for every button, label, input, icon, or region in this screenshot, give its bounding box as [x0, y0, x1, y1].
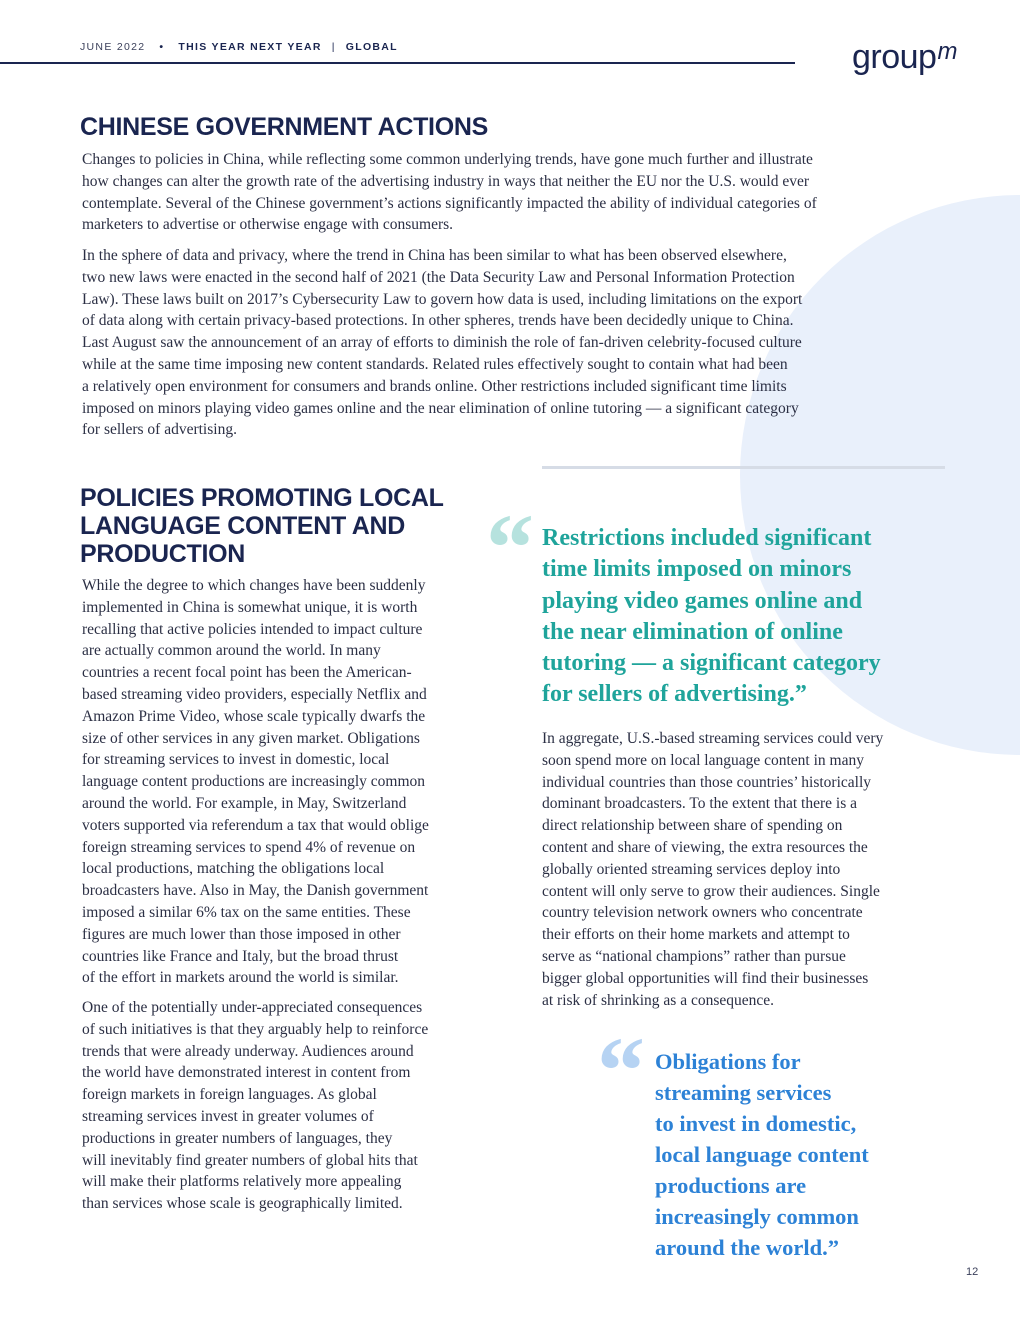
page-header [80, 40, 398, 54]
pull-quote-divider [542, 466, 945, 469]
text-line: at risk of shrinking as a consequence. [542, 991, 775, 1009]
text-line: direct relationship between share of spending on [542, 817, 843, 835]
text-line: In the sphere of data and privacy, where the trend in China has been similar to what has been observed elsewhere, [82, 247, 787, 264]
quote-line: Obligations for [655, 1049, 801, 1074]
heading-line: LANGUAGE CONTENT AND [80, 512, 406, 540]
text-line: two new laws were enacted in the second half of 2021 (the Data Security Law and Personal Information Protection [82, 268, 795, 286]
paragraph-local-content-policies [82, 575, 429, 989]
text-line: based streaming video providers, especially Netflix and [82, 685, 427, 703]
text-line: One of the potentially under-appreciated consequences [82, 999, 423, 1016]
text-line: individual countries than those countries’ historically [542, 773, 872, 791]
text-line: than services whose scale is geographically limited. [82, 1195, 403, 1213]
quote-line: local language content [655, 1142, 869, 1167]
logo-mark: m [937, 38, 957, 65]
header-pipe: | [331, 41, 336, 53]
quote-line: productions are [655, 1173, 807, 1198]
paragraph-aggregate-streaming [542, 728, 883, 1011]
page-number: 12 [966, 1266, 979, 1278]
text-line: voters supported via referendum a tax that would oblige [82, 816, 429, 834]
quote-line: for sellers of advertising.” [542, 681, 807, 708]
text-line: Law). These laws built on 2017’s Cybersecurity Law to govern how data is used, including limitations on the export [82, 290, 803, 308]
text-line: their efforts on their home markets and attempt to [542, 926, 850, 944]
text-line: In aggregate, U.S.-based streaming services could very [542, 730, 884, 747]
text-line: productions in greater numbers of languages, they [82, 1129, 393, 1147]
text-line: Amazon Prime Video, whose scale typically dwarfs the [82, 707, 426, 725]
text-line: language content productions are increasingly common [82, 773, 426, 791]
quote-line: tutoring — a significant category [542, 650, 881, 677]
paragraph-under-appreciated-consequences [82, 997, 428, 1215]
text-line: imposed on minors playing video games online and the near elimination of online tutoring — a significant category [82, 399, 799, 417]
text-line: of data along with certain privacy-based protections. In other spheres, trends have been decidedly unique to China. [82, 312, 794, 330]
text-line: a relatively open environment for consumers and brands online. Other restrictions included significant time limits [82, 377, 787, 395]
text-line: globally oriented streaming services deploy into [542, 860, 841, 878]
heading-line: POLICIES PROMOTING LOCAL [80, 484, 444, 512]
text-line: are actually common around the world. In many [82, 642, 381, 660]
quote-line: playing video games online and [542, 587, 863, 614]
text-line: size of other services in any given market. Obligations [82, 729, 420, 747]
text-line: trends that were already underway. Audiences around [82, 1042, 414, 1060]
text-line: how changes can alter the growth rate of the advertising industry in ways that neither the EU nor the U.S. would ever [82, 172, 810, 190]
text-line: for streaming services to invest in domestic, local [82, 751, 390, 769]
paragraph-data-privacy [82, 245, 802, 441]
text-line: countries a recent focal point has been the American- [82, 664, 412, 682]
header-bullet: • [159, 41, 165, 53]
text-line: Last August saw the announcement of an array of efforts to diminish the role of fan-driven celebrity-focused culture [82, 334, 802, 352]
header-region: GLOBAL [345, 41, 398, 53]
paragraph-chinese-intro [82, 149, 817, 236]
quote-line: time limits imposed on minors [542, 556, 852, 583]
text-line: for sellers of advertising. [82, 421, 237, 439]
quote-line: Restrictions included significant [542, 525, 872, 551]
quote-line: increasingly common [655, 1204, 859, 1229]
text-line: while at the same time imposing new content standards. Related rules effectively sought to contain what had been [82, 355, 788, 373]
quote-line: around the world.” [655, 1235, 839, 1260]
text-line: recalling that active policies intended to impact culture [82, 620, 423, 638]
text-line: will make their platforms relatively more appealing [82, 1173, 402, 1191]
quote-line: the near elimination of online [542, 618, 843, 645]
header-date: JUNE 2022 [80, 41, 146, 53]
text-line: content and share of viewing, the extra resources the [542, 838, 868, 856]
text-line: dominant broadcasters. To the extent that there is a [542, 795, 857, 813]
text-line: around the world. For example, in May, Switzerland [82, 794, 407, 812]
header-publication: THIS YEAR NEXT YEAR [178, 41, 322, 53]
text-line: implemented in China is somewhat unique, it is worth [82, 598, 418, 616]
logo-text: group [852, 38, 937, 76]
section-heading-policies-local-content [80, 484, 480, 568]
quote-mark-icon: “ [597, 1017, 645, 1124]
text-line: country television network owners who concentrate [542, 904, 863, 922]
text-line: broadcasters have. Also in May, the Danish government [82, 882, 429, 900]
text-line: of the effort in markets around the world is similar. [82, 969, 399, 987]
heading-line: PRODUCTION [80, 540, 246, 568]
text-line: will inevitably find greater numbers of global hits that [82, 1151, 418, 1169]
text-line: marketers to advertise or otherwise engage with consumers. [82, 216, 454, 234]
text-line: While the degree to which changes have been suddenly [82, 577, 426, 594]
quote-line: to invest in domestic, [655, 1111, 857, 1136]
text-line: of such initiatives is that they arguably help to reinforce [82, 1020, 429, 1038]
text-line: serve as “national champions” rather than pursue [542, 947, 846, 965]
groupm-logo [852, 40, 957, 74]
text-line: Changes to policies in China, while reflecting some common underlying trends, have gone much further and illustrate [82, 151, 813, 168]
text-line: countries like France and Italy, but the broad thrust [82, 947, 399, 965]
text-line: soon spend more on local language content in many [542, 751, 864, 769]
text-line: content will only serve to grow their audiences. Single [542, 882, 880, 900]
text-line: foreign markets in foreign languages. As global [82, 1086, 377, 1104]
text-line: bigger global opportunities will find their businesses [542, 969, 869, 987]
pull-quote-obligations [655, 1046, 869, 1263]
pull-quote-restrictions [542, 523, 881, 711]
text-line: the world have demonstrated interest in content from [82, 1064, 411, 1082]
quote-mark-icon: “ [486, 494, 534, 601]
text-line: contemplate. Several of the Chinese government’s actions significantly impacted the ability of individual categories of [82, 194, 817, 212]
text-line: figures are much lower than those imposed in other [82, 925, 401, 943]
quote-line: streaming services [655, 1080, 832, 1105]
text-line: foreign streaming services to spend 4% of revenue on [82, 838, 416, 856]
text-line: streaming services invest in greater volumes of [82, 1107, 374, 1125]
text-line: imposed a similar 6% tax on the same entities. These [82, 903, 411, 921]
header-rule [0, 62, 795, 64]
section-heading-chinese-government: CHINESE GOVERNMENT ACTIONS [80, 113, 488, 141]
text-line: local productions, matching the obligations local [82, 860, 385, 878]
